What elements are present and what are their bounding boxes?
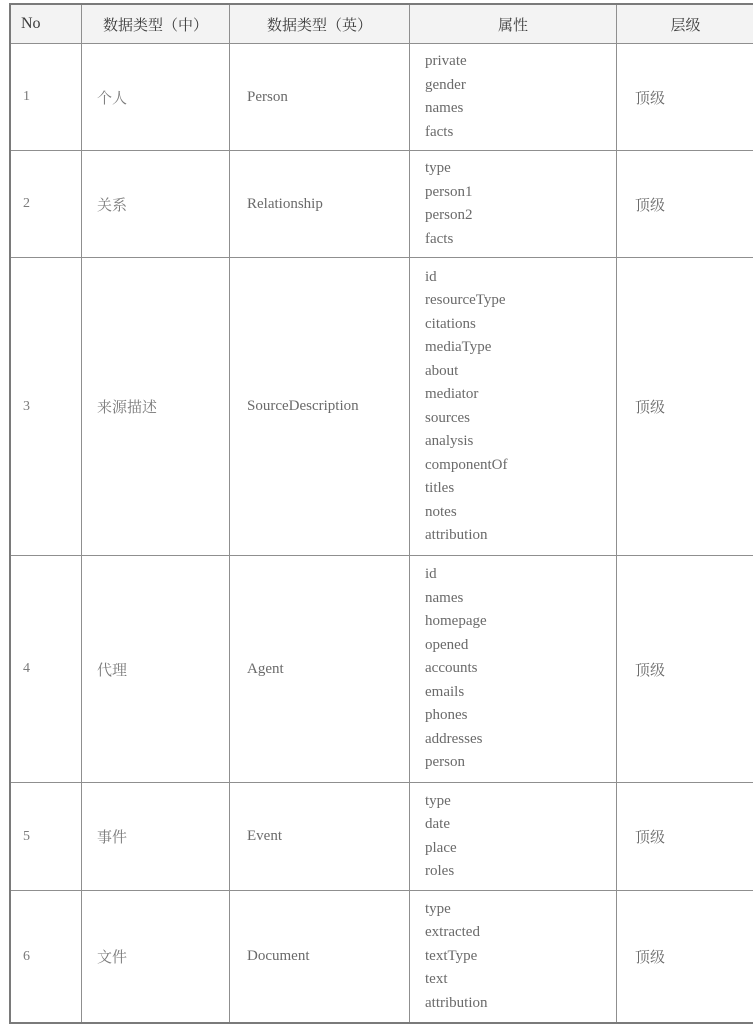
attribute-item: roles [425, 863, 455, 879]
attribute-item: person2 [425, 207, 473, 223]
attribute-item: names [425, 589, 464, 606]
attribute-item: analysis [425, 433, 474, 449]
table-row [10, 44, 753, 151]
attribute-item: resourceType [425, 292, 506, 308]
attribute-item: type [425, 900, 451, 917]
attribute-item: person [425, 754, 465, 771]
attribute-item: facts [425, 123, 454, 140]
attribute-list [425, 266, 616, 548]
attribute-item: titles [425, 480, 455, 496]
attribute-item: attribution [425, 527, 488, 543]
attribute-item: mediator [425, 386, 479, 402]
attribute-list [425, 790, 616, 884]
attribute-list [425, 563, 616, 775]
attribute-item: text [425, 971, 448, 988]
attribute-list [425, 50, 616, 144]
cell-no: 1 [10, 44, 82, 151]
cell-type-zh: 来源描述 [82, 258, 230, 556]
cell-level: 顶级 [617, 556, 753, 783]
cell-level: 顶级 [617, 258, 753, 556]
header-type-en: 数据类型（英） [230, 4, 410, 44]
attribute-item: sources [425, 409, 470, 426]
cell-no: 2 [10, 151, 82, 258]
table-row [10, 258, 753, 556]
attribute-item: accounts [425, 660, 478, 677]
header-type-zh: 数据类型（中） [82, 4, 230, 44]
table-row [10, 556, 753, 783]
attribute-item: id [425, 566, 437, 583]
attribute-item: opened [425, 636, 469, 653]
header-level: 层级 [617, 4, 753, 44]
header-attributes: 属性 [410, 4, 617, 44]
cell-attributes [410, 258, 617, 556]
cell-type-zh: 文件 [82, 891, 230, 1024]
attribute-item: gender [425, 76, 466, 93]
attribute-item: extracted [425, 924, 480, 941]
attribute-item: about [425, 362, 459, 379]
attribute-item: textType [425, 947, 478, 964]
attribute-item: id [425, 268, 437, 285]
cell-type-en: Event [230, 783, 410, 891]
cell-level: 顶级 [617, 891, 753, 1024]
cell-type-zh: 个人 [82, 44, 230, 151]
cell-attributes [410, 891, 617, 1024]
cell-type-en: Agent [230, 556, 410, 783]
attribute-list [425, 898, 616, 1016]
attribute-item: citations [425, 315, 476, 332]
attribute-item: phones [425, 707, 468, 724]
cell-no: 3 [10, 258, 82, 556]
attribute-item: facts [425, 230, 454, 247]
cell-no: 5 [10, 783, 82, 891]
cell-no: 6 [10, 891, 82, 1024]
attribute-item: person1 [425, 183, 473, 200]
attribute-item: componentOf [425, 456, 508, 473]
data-type-table [9, 3, 753, 1024]
table-row [10, 151, 753, 258]
data-type-table-container [9, 3, 740, 1026]
attribute-item: emails [425, 683, 465, 700]
attribute-list [425, 157, 616, 251]
table-row [10, 783, 753, 891]
attribute-item: place [425, 839, 457, 856]
cell-attributes [410, 783, 617, 891]
table-header-row [10, 4, 753, 44]
attribute-item: mediaType [425, 339, 492, 355]
attribute-item: attribution [425, 994, 488, 1011]
attribute-item: homepage [425, 613, 487, 630]
cell-attributes [410, 556, 617, 783]
cell-type-zh: 关系 [82, 151, 230, 258]
header-no: No [10, 4, 82, 44]
cell-type-en: SourceDescription [230, 258, 410, 556]
attribute-item: type [425, 160, 451, 176]
attribute-item: notes [425, 503, 457, 520]
cell-attributes [410, 151, 617, 258]
attribute-item: private [425, 53, 467, 69]
cell-type-en: Document [230, 891, 410, 1024]
attribute-item: names [425, 100, 464, 116]
attribute-item: date [425, 816, 450, 832]
attribute-item: type [425, 792, 451, 809]
cell-level: 顶级 [617, 151, 753, 258]
cell-type-zh: 代理 [82, 556, 230, 783]
attribute-item: addresses [425, 730, 483, 747]
cell-level: 顶级 [617, 44, 753, 151]
cell-level: 顶级 [617, 783, 753, 891]
cell-type-en: Person [230, 44, 410, 151]
cell-type-en: Relationship [230, 151, 410, 258]
cell-no: 4 [10, 556, 82, 783]
table-row [10, 891, 753, 1024]
cell-attributes [410, 44, 617, 151]
cell-type-zh: 事件 [82, 783, 230, 891]
